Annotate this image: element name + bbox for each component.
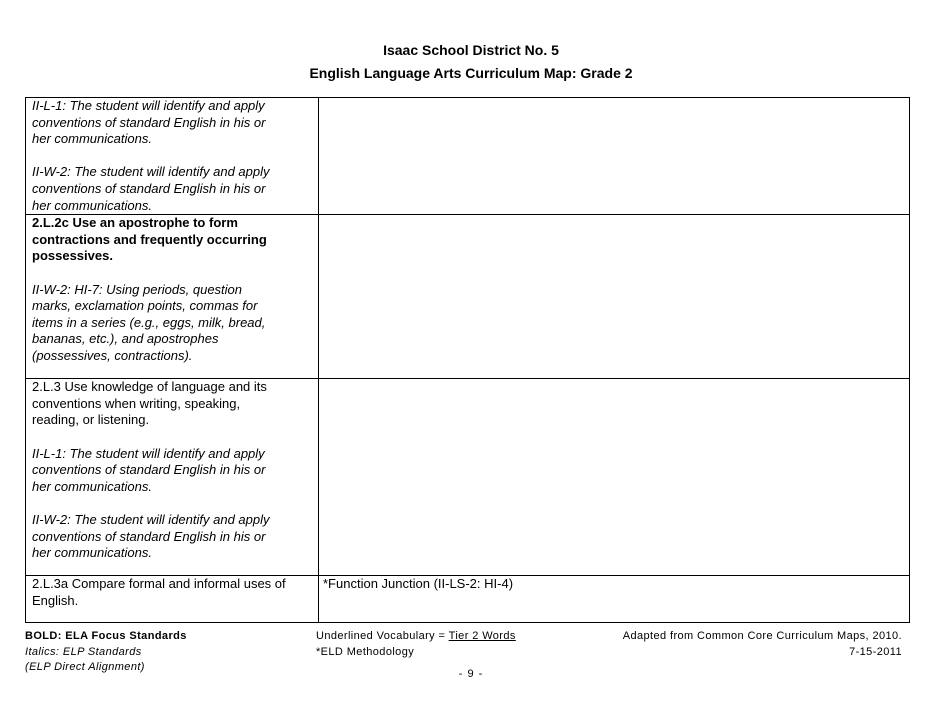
cell-text-line: her communications. [32,197,152,213]
date-note: 7-15-2011 [849,645,902,658]
cell-text-line: bananas, etc.), and apostrophes [32,331,219,347]
spacer [26,429,318,446]
cell-text-line: conventions of standard English in his or [32,462,266,478]
cell-text-line: contractions and frequently occurring [32,231,267,247]
notes-cell [319,379,910,576]
legend-italics: Italics: ELP Standards [25,645,142,658]
cell-text-line: items in a series (e.g., eggs, milk, bread, [32,314,266,330]
cell-text-line: her communications. [32,131,152,147]
cell-text-line: reading, or listening. [32,412,150,428]
cell-text-line: marks, exclamation points, commas for [32,298,258,314]
source-footer [623,629,902,660]
cell-text-line: conventions of standard English in his or [32,114,266,130]
cell-text-line: conventions of standard English in his or [32,528,266,544]
table-row [26,379,910,576]
legend-bold: BOLD: ELA Focus Standards [25,630,187,642]
standards-cell [26,215,319,379]
source-note: Adapted from Common Core Curriculum Maps, 2010. [622,630,902,642]
spacer [26,495,318,512]
document-title: Isaac School District No. 5 [383,42,559,58]
standards-cell [26,379,319,576]
table-row [26,98,910,215]
spacer [26,265,318,282]
underlined-label: Underlined Vocabulary = [316,630,449,642]
table-row [26,576,910,623]
cell-text-line: *Function Junction (II-LS-2: HI-4) [323,576,514,592]
cell-text-line: 2.L.3a Compare formal and informal uses of [32,576,286,592]
notes-cell [319,576,910,623]
standards-cell [26,98,319,215]
cell-text-line: II-W-2: The student will identify and apply [32,511,270,527]
cell-text-line: (possessives, contractions). [32,347,193,363]
cell-text-line: conventions when writing, speaking, [32,395,241,411]
spacer [26,148,318,165]
standards-cell [26,576,319,623]
cell-text-line: conventions of standard English in his or [32,180,266,196]
cell-text-line: II-L-1: The student will identify and apply [32,445,265,461]
legend-underlined [316,629,516,645]
notes-cell [319,98,910,215]
cell-text-line: II-W-2: HI-7: Using periods, question [32,281,243,297]
tier2-words: Tier 2 Words [448,630,516,642]
notes-cell [319,215,910,379]
cell-text-line: II-L-1: The student will identify and apply [32,98,265,113]
document-subtitle: English Language Arts Curriculum Map: Grade 2 [309,65,633,81]
legend-elp-alignment: (ELP Direct Alignment) [25,661,145,673]
vocabulary-footer [316,629,516,660]
cell-text-line: II-W-2: The student will identify and apply [32,164,270,180]
table-row [26,215,910,379]
cell-text-line: 2.L.2c Use an apostrophe to form [32,215,238,231]
page-number: - 9 - [458,668,484,680]
curriculum-map-table [25,97,910,623]
cell-text-line: possessives. [32,248,113,264]
cell-text-line: English. [32,592,79,608]
cell-text-line: her communications. [32,545,152,561]
cell-text-line: 2.L.3 Use knowledge of language and its [32,379,267,395]
legend-eld: *ELD Methodology [316,645,415,658]
cell-text-line: her communications. [32,478,152,494]
